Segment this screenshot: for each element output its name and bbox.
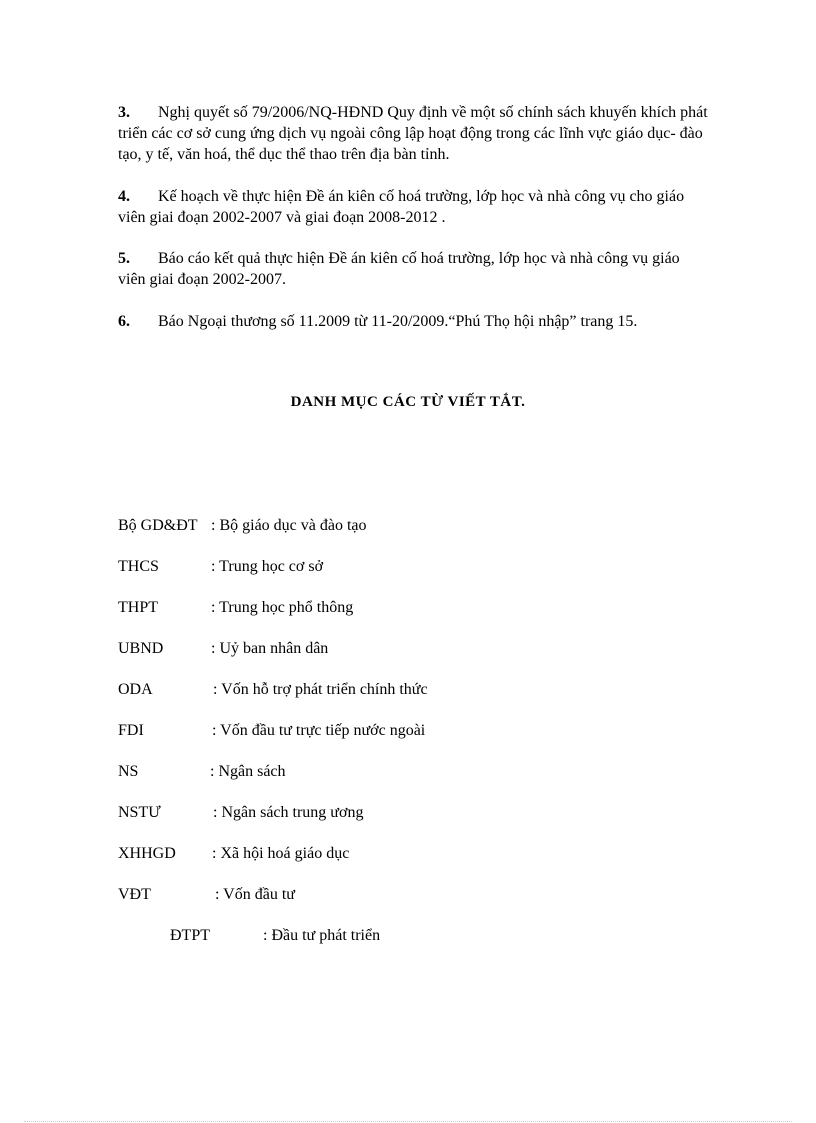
reference-text: Báo Ngoại thương số 11.2009 từ 11-20/2009.“Phú Thọ hội nhập” trang 15.: [158, 313, 638, 330]
abbreviation-row: [170, 925, 381, 947]
abbreviation-definition: : Ngân sách trung ương: [213, 804, 364, 821]
reference-text: Báo cáo kết quả thực hiện Đề án kiên cố hoá trường, lớp học và nhà công vụ giáo viên giai đoạn 2002-2007.: [118, 250, 680, 288]
abbreviation-definition: : Đầu tư phát triển: [263, 927, 381, 944]
abbreviation-definition: : Vốn đầu tư trực tiếp nước ngoài: [212, 722, 426, 739]
abbreviation-definition: : Vốn hỗ trợ phát triển chính thức: [213, 681, 428, 698]
abbreviation-term: NS: [118, 763, 139, 780]
abbreviation-row: [118, 679, 428, 701]
abbreviation-definition: : Trung học cơ sở: [211, 558, 324, 575]
abbreviation-term: FDI: [118, 722, 144, 739]
reference-number: 5.: [118, 250, 130, 267]
reference-number: 6.: [118, 313, 130, 330]
abbreviation-definition: : Ngân sách: [210, 763, 286, 780]
section-title: DANH MỤC CÁC TỪ VIẾT TẮT.: [290, 394, 526, 410]
abbreviation-row: [118, 720, 426, 742]
abbreviation-term: THPT: [118, 599, 158, 616]
abbreviation-row: [118, 556, 324, 578]
abbreviation-row: [118, 597, 354, 619]
reference-text: Kế hoạch về thực hiện Đề án kiên cố hoá trường, lớp học và nhà công vụ cho giáo viên giai đoạn 2002-2007 và giai đoạn 2008-2012 .: [118, 188, 685, 226]
abbreviation-definition: : Bộ giáo dục và đào tạo: [211, 517, 367, 534]
abbreviation-definition: : Xã hội hoá giáo dục: [212, 845, 350, 862]
abbreviation-row: [118, 843, 350, 865]
abbreviation-term: UBND: [118, 640, 164, 657]
abbreviation-row: [118, 884, 295, 906]
abbreviation-definition: : Trung học phổ thông: [211, 599, 354, 616]
reference-text: Nghị quyết số 79/2006/NQ-HĐND Quy định về một số chính sách khuyến khích phát triển các cơ sở cung ứng dịch vụ ngoài công lập hoạt động trong các lĩnh vực giáo dục- đào tạo, y tế, văn hoá, thể dục thể thao trên địa bàn tỉnh.: [118, 104, 708, 163]
abbreviation-row: [118, 638, 329, 660]
abbreviation-row: [118, 761, 286, 783]
abbreviation-row: [118, 515, 367, 537]
abbreviation-term: VĐT: [118, 886, 151, 903]
reference-item-6: [118, 311, 708, 332]
abbreviation-row: [118, 802, 364, 824]
page-bottom-divider: [24, 1121, 792, 1122]
abbreviation-definition: : Vốn đầu tư: [215, 886, 295, 903]
abbreviation-term: Bộ GD&ĐT: [118, 517, 198, 534]
reference-number: 3.: [118, 104, 130, 121]
reference-item-4: [118, 186, 708, 228]
abbreviation-term: XHHGD: [118, 845, 176, 862]
abbreviation-term: ĐTPT: [170, 927, 210, 944]
abbreviation-definition: : Uỷ ban nhân dân: [211, 640, 329, 657]
reference-item-3: [118, 102, 708, 165]
reference-number: 4.: [118, 188, 130, 205]
abbreviation-term: THCS: [118, 558, 159, 575]
reference-item-5: [118, 248, 708, 290]
abbreviation-term: ODA: [118, 681, 153, 698]
abbreviation-term: NSTƯ: [118, 804, 161, 821]
